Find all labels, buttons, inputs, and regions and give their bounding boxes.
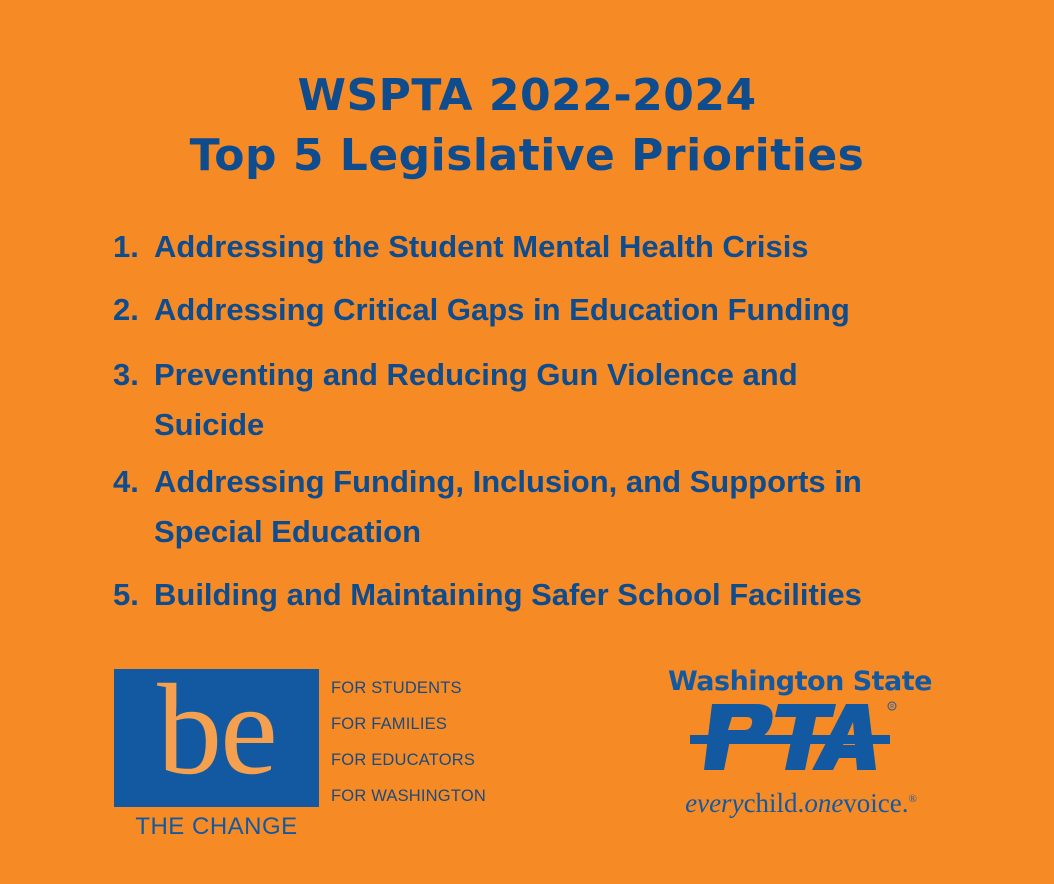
list-item: [113, 457, 1013, 557]
list-number: 1.: [113, 229, 139, 264]
list-item: [113, 350, 1013, 450]
be-the-change-logo: [114, 658, 319, 807]
list-number: 2.: [113, 292, 139, 327]
tagline-voice: voice.: [843, 788, 909, 818]
list-item: [113, 222, 1013, 272]
title-line-1: WSPTA 2022-2024: [297, 70, 757, 121]
list-item-text: Addressing Critical Gaps in Education Funding: [154, 292, 850, 327]
list-item-text: Special Education: [154, 514, 422, 549]
list-item-text: Building and Maintaining Safer School Facilities: [154, 577, 862, 612]
be-logo-mark: be: [157, 658, 276, 802]
list-number: 5.: [113, 577, 139, 612]
tagline-every: every: [685, 788, 744, 818]
pta-state-label: Washington State: [667, 666, 932, 697]
list-number: 4.: [113, 464, 139, 499]
list-item: [113, 285, 1013, 335]
list-number: 3.: [113, 357, 139, 392]
pta-logo-mark: [690, 698, 900, 780]
list-item: [113, 570, 1013, 620]
svg-text:R: R: [890, 704, 894, 710]
list-item-text: Addressing Funding, Inclusion, and Supports in: [154, 464, 862, 499]
registered-mark-icon: ®: [908, 793, 917, 805]
be-for-item: FOR FAMILIES: [331, 715, 448, 733]
be-for-item: FOR STUDENTS: [331, 679, 462, 697]
be-logo-caption: THE CHANGE: [135, 813, 298, 840]
be-for-list: [331, 678, 486, 822]
list-item-text: Suicide: [154, 407, 265, 442]
list-item-text: Addressing the Student Mental Health Crisis: [154, 229, 809, 264]
tagline-child: child.: [743, 788, 805, 818]
tagline-one: one: [804, 788, 844, 818]
priorities-list: [113, 222, 1013, 620]
title-line-2: Top 5 Legislative Priorities: [189, 130, 865, 181]
be-for-item: FOR WASHINGTON: [331, 787, 486, 805]
list-item-text: Preventing and Reducing Gun Violence and: [154, 357, 798, 392]
pta-tagline: [646, 788, 956, 819]
be-for-item: FOR EDUCATORS: [331, 751, 476, 769]
page-title: [0, 66, 1054, 186]
